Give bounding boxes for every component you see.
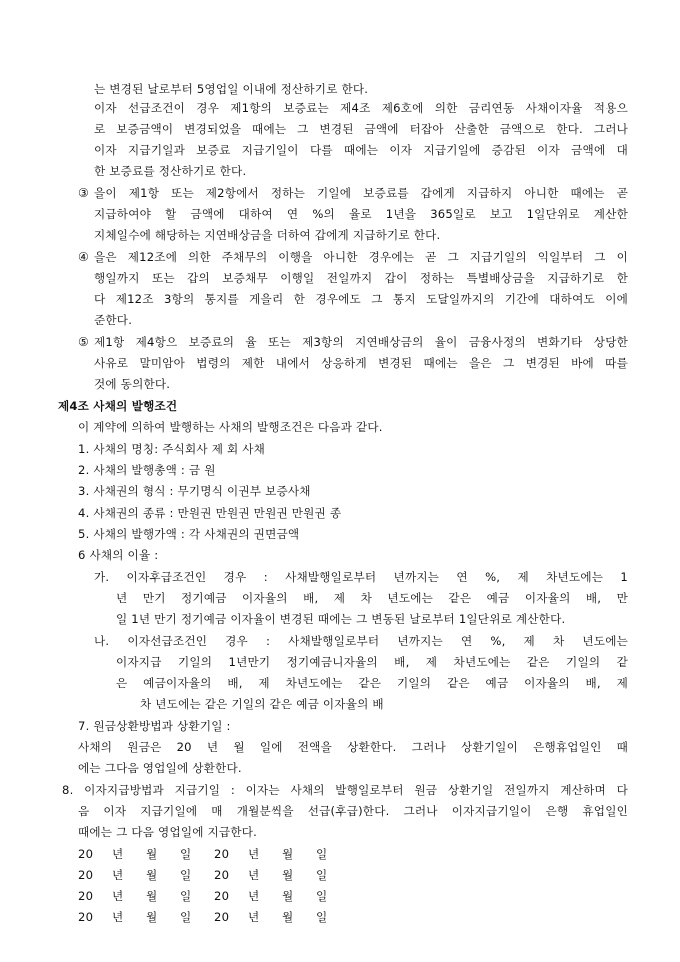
item-4-marker: ④ [78,250,89,264]
date-row: 20 년 월 일 20 년 월 일 [78,889,328,903]
section-4-heading: 제4조 사채의 발행조건 [58,399,178,413]
date-row: 20 년 월 일 20 년 월 일 [78,847,328,861]
rate-b-line: 은 예금이자율의 배, 제 차년도에는 같은 기일의 같은 예금 이자율의 배, 제 [116,676,628,690]
item-8-line: 8. 이자지급방법과 지급기일 : 이자는 사채의 발행일로부터 원금 상환기일 전일까지 계산하며 다 [62,783,628,797]
item-4-line: 다 제12조 3항의 통지를 게을리 한 경우에도 그 통지 도달일까지의 기간에 대하여도 이에 [94,292,628,306]
date-row: 20 년 월 일 20 년 월 일 [78,868,328,882]
item-7-line: 사채의 원금은 20 년 월 일에 전액을 상환한다. 그러나 상환기일이 은행휴업일인 때 [78,740,628,754]
item-4-line: 행일까지 또는 갑의 보증채무 이행일 전일까지 갑이 정하는 특별배상금을 지급하기로 한 [94,271,628,285]
item-4-line: 준한다. [94,313,133,327]
term-5: 5. 사채의 발행가액 : 각 사채권의 권면금액 [78,527,300,541]
item-4-line: 을은 제12조에 의한 주채무의 이행을 아니한 경우에는 곧 그 지급기일의 익일부터 그 이 [94,250,628,264]
item-8-line: 음 이자 지급기일에 매 개월분씩을 선급(후급)한다. 그러나 이자지급기일이 은행 휴업일인 [78,804,628,818]
item-3-line: 을이 제1항 또는 제2항에서 정하는 기일에 보증료를 갑에게 지급하지 아니한 때에는 곧 [94,186,628,200]
rate-b-line: 이자지급 기일의 1년만기 정기예금니자율의 배, 제 차년도에는 같은 기일의 같 [116,655,628,669]
intro-line: 는 변경된 날로부터 5영업일 이내에 정산하기로 한다. [94,82,369,96]
item-5-line: 사유로 말미암아 법령의 제한 내에서 상응하게 변경된 때에는 을은 그 변경된 바에 따를 [94,356,628,370]
rate-b-line: 차 년도에는 같은 기일의 같은 예금 이자율의 배 [140,697,384,711]
rate-a-line: 가. 이자후급조건인 경우 : 사채발행일로부터 년까지는 연 %, 제 차년도에는 1 [94,570,628,584]
item-3-line: 지급하여야 할 금액에 대하여 연 %의 율로 1년을 365일로 보고 1일단위로 계산한 [94,207,628,221]
item-3-line: 지체일수에 해당하는 지연배상금을 더하여 갑에게 지급하기로 한다. [94,228,441,242]
item-7-title: 7. 원금상환방법과 상환기일 : [78,719,231,733]
item-7-line: 에는 그다음 영업일에 상환한다. [78,761,242,775]
intro-line: 한 보증료를 정산하기로 한다. [94,164,247,178]
intro-line: 로 보증금액이 변경되었을 때에는 그 변경된 금액에 터잡아 산출한 금액으로 한다. 그러나 [94,122,628,136]
term-2: 2. 사채의 발행총액 : 금 원 [78,463,216,477]
item-3-marker: ③ [78,186,89,200]
item-5-marker: ⑤ [78,335,89,349]
item-5-line: 제1항 제4항으 보증료의 율 또는 제3항의 지연배상금의 율이 금융사정의 변화기타 상당한 [94,335,628,349]
term-4: 4. 사채권의 종류 : 만원권 만원권 만원권 만원권 종 [78,506,342,520]
rate-a-line: 일 1년 만기 정기예금 이자율이 변경된 때에는 그 변동된 날로부터 1일단위로 계산한다. [116,612,566,626]
rate-a-line: 년 만기 정기예금 이자율의 배, 제 차 년도에는 같은 예금 이자율의 배, 만 [116,591,628,605]
rate-b-line: 나. 이자선급조건인 경우 : 사채발행일로부터 년까지는 연 %, 제 차 년도에는 [94,634,628,648]
date-row: 20 년 월 일 20 년 월 일 [78,910,328,924]
intro-line: 이자 지급기일과 보증료 지급기일이 다를 때에는 이자 지급기일에 증감된 이자 금액에 대 [94,143,628,157]
term-3: 3. 사채권의 형식 : 무기명식 이권부 보증사채 [78,484,311,498]
item-8-line: 때에는 그 다음 영업일에 지급한다. [78,825,258,839]
intro-line: 이자 선급조건이 경우 제1항의 보증료는 제4조 제6호에 의한 금리연동 사채이자율 적용으 [94,101,628,115]
term-6: 6 사채의 이율 : [78,548,159,562]
item-5-line: 것에 동의한다. [94,377,171,391]
term-1: 1. 사채의 명칭: 주식회사 제 회 사채 [78,442,266,456]
section-4-intro: 이 계약에 의하여 발행하는 사채의 발행조건은 다음과 같다. [78,420,383,434]
